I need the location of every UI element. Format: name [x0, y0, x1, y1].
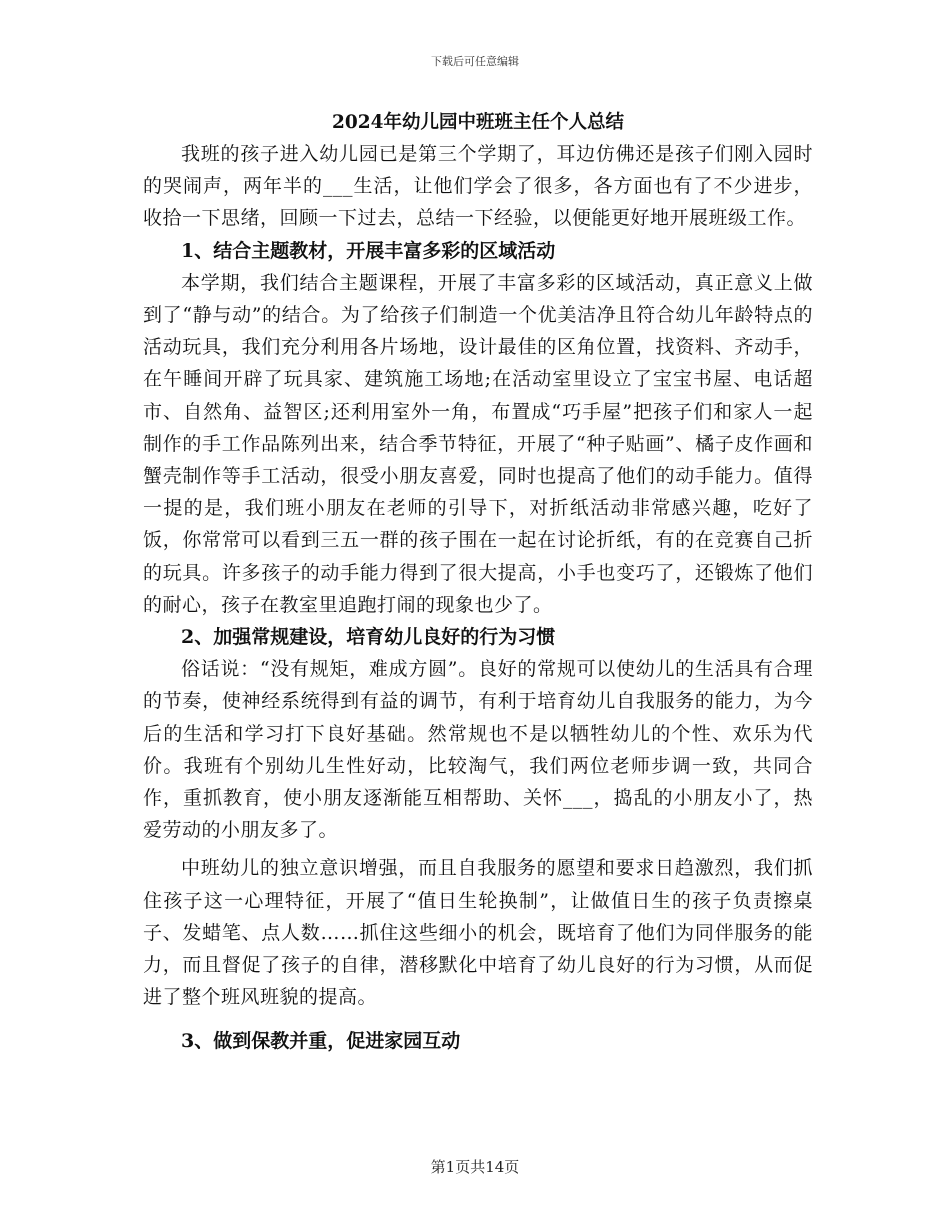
page-footer: 第1页共14页	[430, 1158, 520, 1176]
section-2-paragraph-1: 俗话说：“没有规矩，难成方圆”。良好的常规可以使幼儿的生活具有合理的节奏，使神经系统得到有益的调节，有利于培育幼儿自我服务的能力，为今后的生活和学习打下良好基础。然常规也不是以牺牲幼儿的个性、欢乐为代价。我班有个别幼儿生性好动，比较淘气，我们两位老师步调一致，共同合作，重抓教育，使小朋友逐渐能互相帮助、关怀___，捣乱的小朋友小了，热爱劳动的小朋友多了。	[143, 658, 813, 842]
document-title: 2024年幼儿园中班班主任个人总结	[332, 112, 624, 133]
section-2-paragraph-2: 中班幼儿的独立意识增强，而且自我服务的愿望和要求日趋激烈，我们抓住孩子这一心理特征，开展了“值日生轮换制”，让做值日生的孩子负责擦桌子、发蜡笔、点人数……抓住这些细小的机会，既培育了他们为同伴服务的能力，而且督促了孩子的自律，潜移默化中培育了幼儿良好的行为习惯，从而促进了整个班风班貌的提高。	[143, 857, 813, 1009]
section-2-heading: 2、加强常规建设，培育幼儿良好的行为习惯	[181, 626, 556, 649]
section-1-paragraph-1: 本学期，我们结合主题课程，开展了丰富多彩的区域活动，真正意义上做到了“静与动”的结合。为了给孩子们制造一个优美洁净且符合幼儿年龄特点的活动玩具，我们充分利用各片场地，设计最佳的区角位置，找资料、齐动手，在午睡间开辟了玩具家、建筑施工场地;在活动室里设立了宝宝书屋、电话超市、自然角、益智区;还利用室外一角，布置成“巧手屋”把孩子们和家人一起制作的手工作品陈列出来，结合季节特征，开展了“种子贴画”、橘子皮作画和蟹壳制作等手工活动，很受小朋友喜爱，同时也提高了他们的动手能力。值得一提的是，我们班小朋友在老师的引导下，对折纸活动非常感兴趣，吃好了饭，你常常可以看到三五一群的孩子围在一起在讨论折纸，有的在竞赛自己折的玩具。许多孩子的动手能力得到了很大提高，小手也变巧了，还锻炼了他们的耐心，孩子在教室里追跑打闹的现象也少了。	[143, 271, 813, 616]
section-3-heading: 3、做到保教并重，促进家园互动	[181, 1030, 461, 1053]
section-1-heading: 1、结合主题教材，开展丰富多彩的区域活动	[181, 239, 556, 262]
document-body	[143, 108, 813, 1058]
header-note: 下载后可任意编辑	[431, 55, 519, 68]
intro-paragraph: 我班的孩子进入幼儿园已是第三个学期了，耳边仿佛还是孩子们刚入园时的哭闹声，两年半的___生活，让他们学会了很多，各方面也有了不少进步，收拾一下思绪，回顾一下过去，总结一下经验，以便能更好地开展班级工作。	[143, 143, 813, 230]
